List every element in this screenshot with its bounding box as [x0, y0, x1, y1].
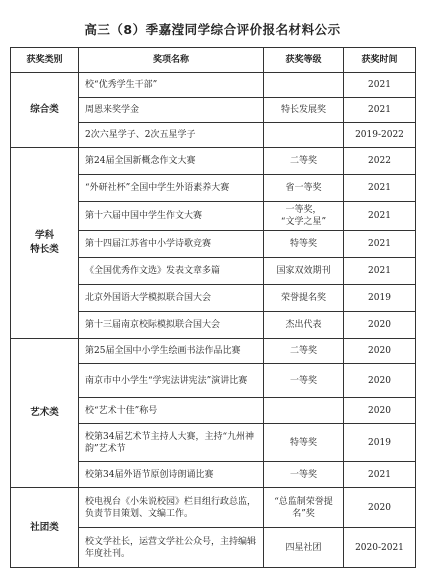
level-cell: 荣誉提名奖: [264, 285, 344, 312]
time-cell: 2021: [344, 175, 416, 202]
level-cell: 一等奖， “文学之星”: [264, 202, 344, 231]
time-cell: 2020: [344, 312, 416, 339]
name-cell: 第25届全国中小学生绘画书法作品比赛: [79, 339, 264, 364]
name-cell: 校第34届艺术节主持人大赛，主持“九州神韵”艺术节: [79, 424, 264, 462]
name-cell: 周恩来奖学金: [79, 98, 264, 123]
time-cell: 2020-2021: [344, 528, 416, 568]
time-cell: 2020: [344, 488, 416, 528]
header-row: [11, 48, 416, 73]
time-cell: 2020: [344, 398, 416, 424]
time-cell: 2022: [344, 148, 416, 175]
level-cell: 四星社团: [264, 528, 344, 568]
level-cell: 特长发展奖: [264, 98, 344, 123]
level-cell: 一等奖: [264, 462, 344, 488]
level-cell: “总监制荣誉提名”奖: [264, 488, 344, 528]
level-cell: 特等奖: [264, 231, 344, 258]
time-cell: 2019: [344, 285, 416, 312]
table-row: [11, 339, 416, 364]
awards-table: [10, 47, 416, 568]
category-cell: 艺术类: [11, 339, 79, 488]
name-cell: 校“艺术十佳”称号: [79, 398, 264, 424]
level-cell: 省一等奖: [264, 175, 344, 202]
header-time: 获奖时间: [344, 48, 416, 73]
table-row: [11, 488, 416, 528]
header-name: 奖项名称: [79, 48, 264, 73]
level-cell: 杰出代表: [264, 312, 344, 339]
level-cell: [264, 123, 344, 148]
name-cell: 《全国优秀作文选》发表文章多篇: [79, 258, 264, 285]
name-cell: 第十三届南京校际模拟联合国大会: [79, 312, 264, 339]
name-cell: 第十六届中国中学生作文大赛: [79, 202, 264, 231]
level-cell: [264, 73, 344, 98]
time-cell: 2020: [344, 364, 416, 398]
time-cell: 2019-2022: [344, 123, 416, 148]
level-cell: 一等奖: [264, 364, 344, 398]
time-cell: 2021: [344, 202, 416, 231]
level-cell: 二等奖: [264, 339, 344, 364]
level-cell: 国家双效期刊: [264, 258, 344, 285]
name-cell: 北京外国语大学模拟联合国大会: [79, 285, 264, 312]
name-cell: 第十四届江苏省中小学诗歌竞赛: [79, 231, 264, 258]
name-cell: 校文学社长，运营文学社公众号，主持编辑年度社刊。: [79, 528, 264, 568]
name-cell: 校“优秀学生干部”: [79, 73, 264, 98]
name-cell: “外研社杯”全国中学生外语素养大赛: [79, 175, 264, 202]
header-category: 获奖类别: [11, 48, 79, 73]
category-cell: 学科 特长类: [11, 148, 79, 339]
category-cell: 综合类: [11, 73, 79, 148]
time-cell: 2021: [344, 73, 416, 98]
time-cell: 2021: [344, 231, 416, 258]
table-row: [11, 73, 416, 98]
time-cell: 2021: [344, 98, 416, 123]
time-cell: 2019: [344, 424, 416, 462]
time-cell: 2020: [344, 339, 416, 364]
name-cell: 校第34届外语节原创诗朗诵比赛: [79, 462, 264, 488]
category-cell: 社团类: [11, 488, 79, 568]
time-cell: 2021: [344, 258, 416, 285]
page-title: 高三（8）季嘉滢同学综合评价报名材料公示: [84, 22, 341, 37]
level-cell: 二等奖: [264, 148, 344, 175]
name-cell: 校电视台《小朱说校园》栏目组行政总监，负责节目策划、文编工作。: [79, 488, 264, 528]
level-cell: 特等奖: [264, 424, 344, 462]
name-cell: 2次六星学子、2次五星学子: [79, 123, 264, 148]
time-cell: 2021: [344, 462, 416, 488]
table-row: [11, 148, 416, 175]
name-cell: 第24届全国新概念作文大赛: [79, 148, 264, 175]
level-cell: [264, 398, 344, 424]
header-level: 获奖等级: [264, 48, 344, 73]
name-cell: 南京市中小学生“学宪法讲宪法”演讲比赛: [79, 364, 264, 398]
